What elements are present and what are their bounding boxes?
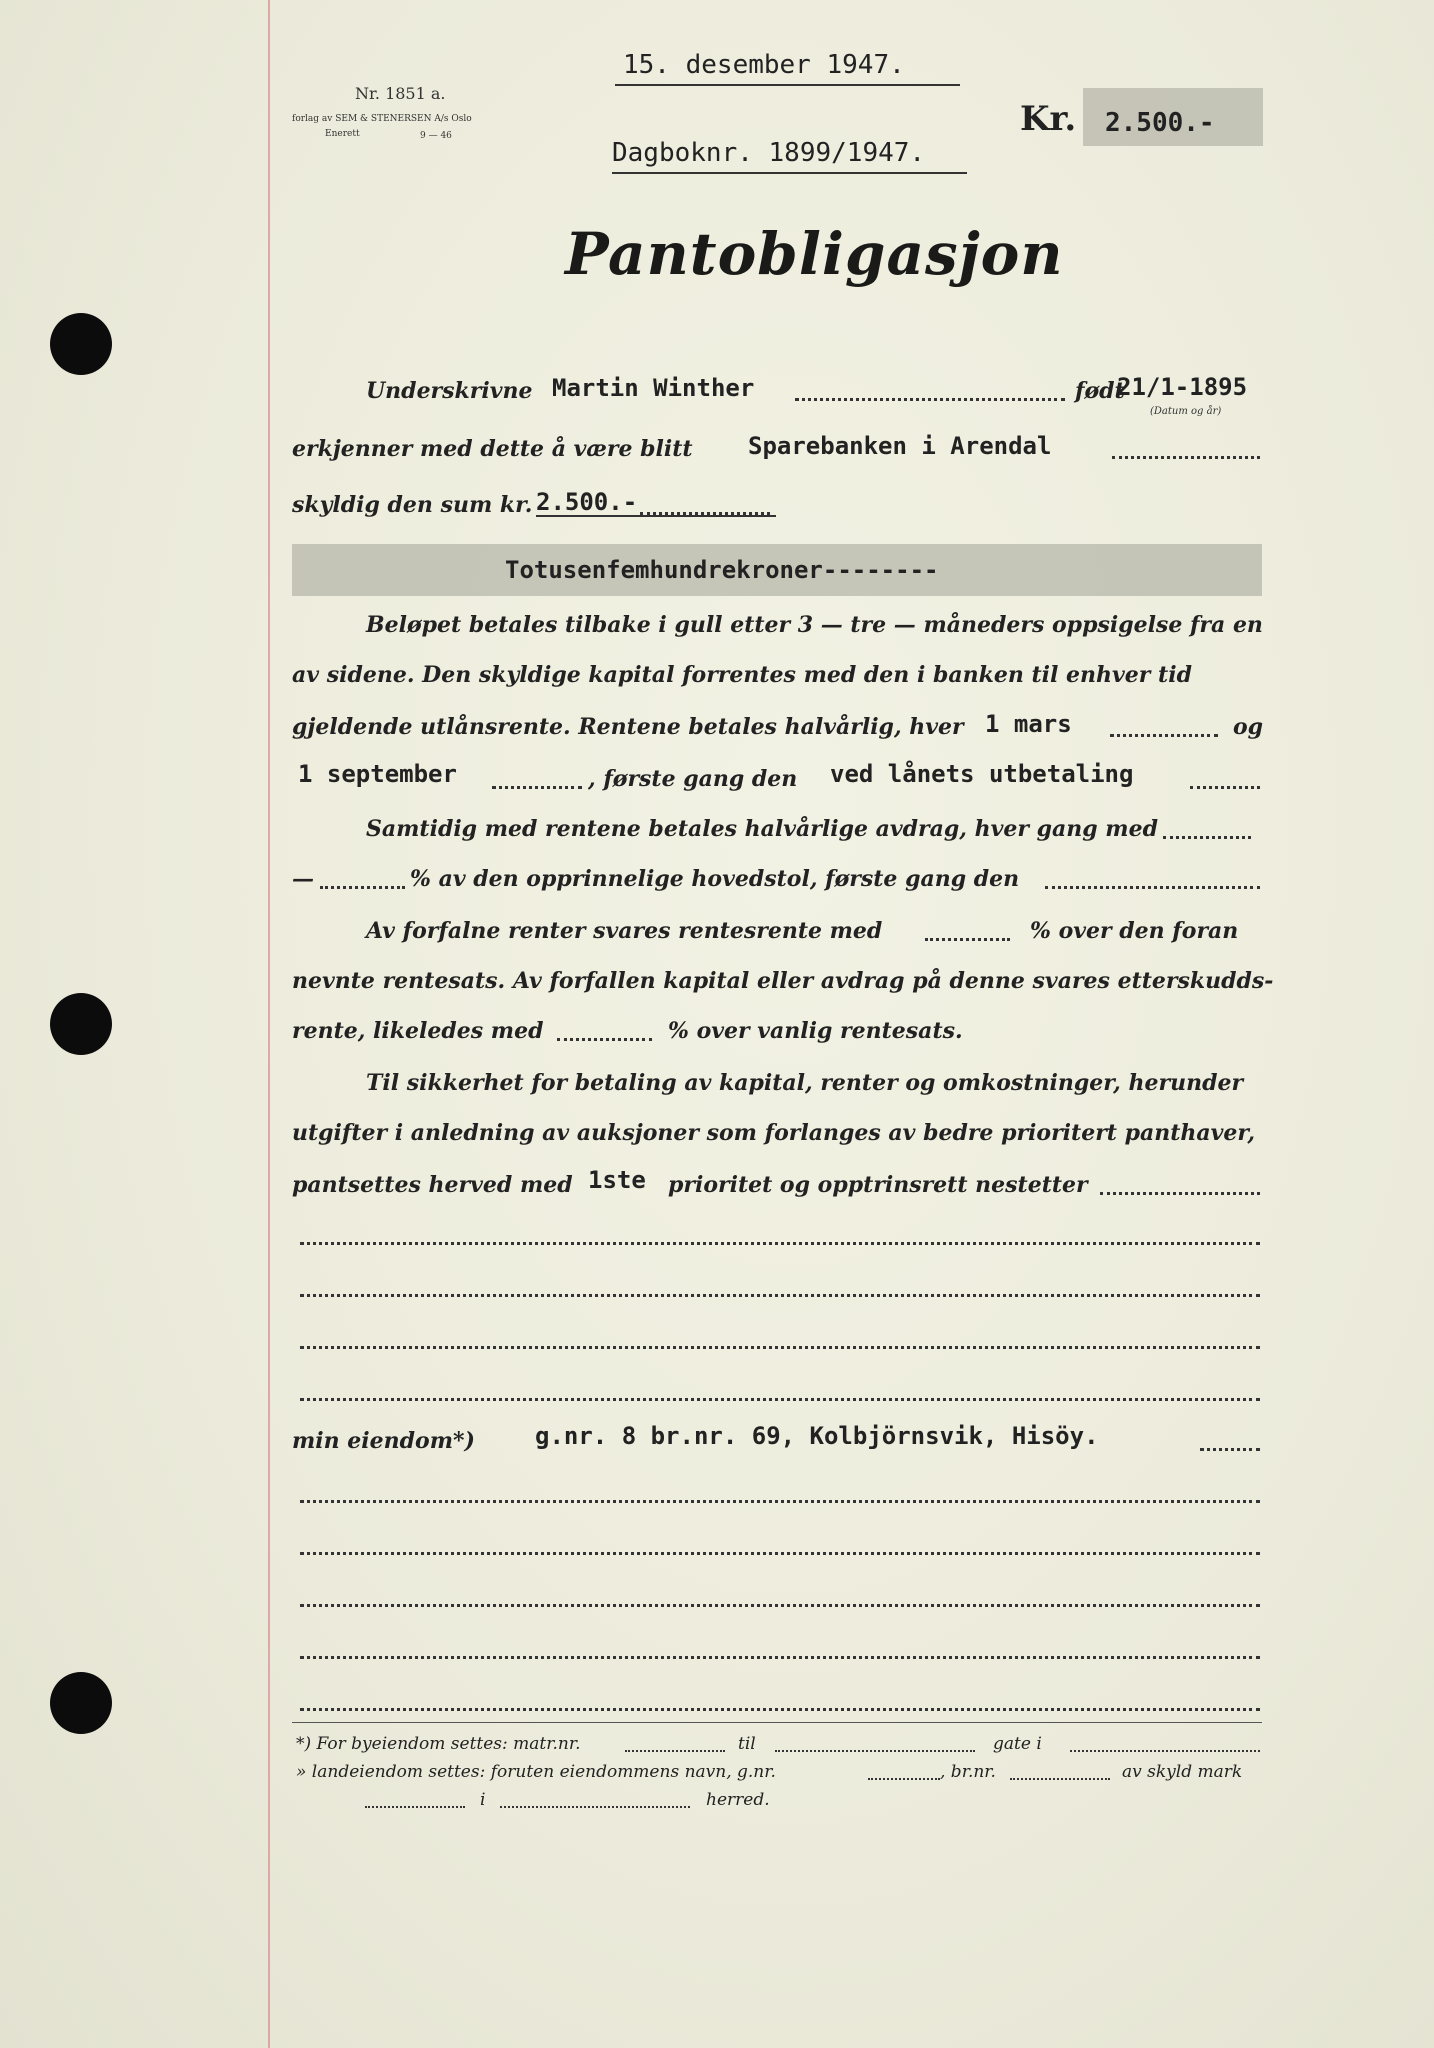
line9-dots	[557, 1038, 652, 1041]
footnote-line-1b: til	[738, 1734, 756, 1754]
born-label: født	[1075, 378, 1125, 404]
journal-number: Dagboknr. 1899/1947.	[612, 138, 926, 168]
body-line-7a: Av forfalne renter svares rentesrente med	[366, 918, 883, 944]
footnote-line-2b: , br.nr.	[940, 1762, 996, 1782]
footnote-line-2c: av skyld mark	[1122, 1762, 1243, 1782]
publisher-sub: Enerett	[325, 129, 360, 139]
priority-value: 1ste	[588, 1166, 646, 1194]
foot3-dots-b	[500, 1806, 690, 1808]
footnote-separator	[292, 1722, 1262, 1723]
creditor-dots	[1112, 456, 1260, 459]
body-line-12b: prioritet og opptrinsrett nestetter	[668, 1172, 1088, 1198]
line12-dots	[1100, 1192, 1260, 1195]
body-line-3a: gjeldende utlånsrente. Rentene betales halvårlig, hver	[292, 714, 964, 740]
first-payment: ved lånets utbetaling	[830, 760, 1134, 788]
foot1-dots-b	[775, 1750, 975, 1752]
underskrivne-label: Underskrivne	[366, 378, 533, 404]
foot1-dots-a	[625, 1750, 725, 1752]
footnote-line-2a: » landeiendom settes: foruten eiendommens navn, g.nr.	[296, 1762, 776, 1782]
blank-line-6	[300, 1552, 1260, 1555]
body-line-7b: % over den foran	[1030, 918, 1239, 944]
body-line-11: utgifter i anledning av auksjoner som forlanges av bedre prioritert panthaver,	[292, 1120, 1256, 1146]
blank-line-1	[300, 1242, 1260, 1245]
form-number: Nr. 1851 a.	[355, 84, 446, 103]
owed-sum: 2.500.-	[536, 488, 638, 516]
body-line-10: Til sikkerhet for betaling av kapital, renter og omkostninger, herunder	[366, 1070, 1244, 1096]
line4-dots-a	[492, 786, 582, 789]
blank-line-3	[300, 1346, 1260, 1349]
interest-date-1: 1 mars	[985, 710, 1072, 738]
line3-dots	[1110, 734, 1218, 737]
blank-line-8	[300, 1656, 1260, 1659]
acknowledge-label: erkjenner med dette å være blitt	[292, 436, 693, 462]
body-line-2: av sidene. Den skyldige kapital forrentes med den i banken til enhver tid	[292, 662, 1192, 688]
blank-line-7	[300, 1604, 1260, 1607]
foot2-dots-b	[1010, 1778, 1110, 1780]
print-code: 9 — 46	[420, 131, 452, 141]
debtor-name: Martin Winther	[552, 374, 755, 402]
body-line-9a: rente, likeledes med	[292, 1018, 544, 1044]
body-line-9b: % over vanlig rentesats.	[668, 1018, 963, 1044]
owe-label: skyldig den sum kr.	[292, 492, 533, 518]
document-title: Pantobligasjon	[565, 220, 1064, 288]
body-line-8: nevnte rentesats. Av forfallen kapital eller avdrag på denne svares etterskudds-	[292, 968, 1274, 994]
sum-underline	[536, 515, 776, 517]
punch-hole-bottom	[50, 1672, 112, 1734]
line5-dots	[1163, 836, 1251, 839]
property-dots	[1200, 1448, 1260, 1451]
footnote-line-1c: gate i	[993, 1734, 1042, 1754]
date-underline	[615, 84, 960, 86]
amount-value: 2.500.-	[1105, 108, 1215, 138]
blank-line-9	[300, 1708, 1260, 1711]
punch-hole-middle	[50, 993, 112, 1055]
footnote-line-3a: i	[480, 1790, 486, 1810]
blank-line-4	[300, 1398, 1260, 1401]
body-line-1: Beløpet betales tilbake i gull etter 3 — tre — måneders oppsigelse fra en	[366, 612, 1263, 638]
body-line-6b: % av den opprinnelige hovedstol, første gang den	[410, 866, 1020, 892]
footnote-line-1a: *) For byeiendom settes: matr.nr.	[296, 1734, 581, 1754]
creditor-name: Sparebanken i Arendal	[748, 432, 1052, 460]
line4-dots-b	[1190, 786, 1260, 789]
body-line-3b: og	[1233, 714, 1264, 740]
interest-date-2: 1 september	[298, 760, 457, 788]
body-line-12a: pantsettes herved med	[292, 1172, 573, 1198]
born-date: 21/1-1895	[1117, 373, 1248, 401]
body-line-4a: , første gang den	[588, 766, 798, 792]
sum-in-words: Totusenfemhundrekroner--------	[505, 556, 939, 584]
foot2-dots-a	[868, 1778, 940, 1780]
margin-rule	[268, 0, 270, 2048]
line6-dots-a	[320, 886, 405, 889]
body-line-6a: —	[292, 866, 314, 892]
punch-hole-top	[50, 313, 112, 375]
line7-dots	[925, 938, 1010, 941]
document-date: 15. desember 1947.	[623, 50, 905, 80]
publisher-line: forlag av SEM & STENERSEN A/s Oslo	[292, 114, 472, 124]
footnote-line-3b: herred.	[706, 1790, 770, 1810]
property-value: g.nr. 8 br.nr. 69, Kolbjörnsvik, Hisöy.	[535, 1422, 1099, 1450]
body-line-5: Samtidig med rentene betales halvårlige avdrag, hver gang med	[366, 816, 1158, 842]
name-dots	[795, 398, 1065, 401]
journal-underline	[612, 172, 967, 174]
amount-label: Kr.	[1020, 99, 1077, 139]
blank-line-5	[300, 1500, 1260, 1503]
foot1-dots-c	[1070, 1750, 1260, 1752]
born-hint: (Datum og år)	[1150, 406, 1222, 417]
line6-dots-b	[1045, 886, 1260, 889]
blank-line-2	[300, 1294, 1260, 1297]
foot3-dots-a	[365, 1806, 465, 1808]
property-label: min eiendom*)	[292, 1428, 475, 1454]
